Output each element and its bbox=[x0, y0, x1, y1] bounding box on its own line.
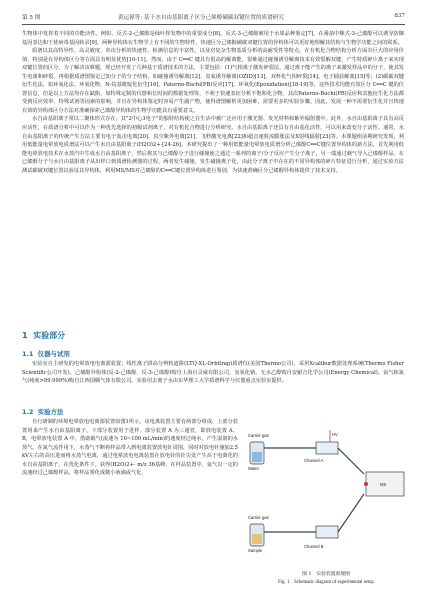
figure-caption-cn: 图 1 实验装置原理图 bbox=[302, 572, 350, 577]
paragraph-2: 质谱以其高特异性、高灵敏度、单次分析的快速性、检测信息的丰富性，以及对复杂生物基质分析的高耐受性等特点，在有机化合物结构分析方面有巨大的应用价值。特别是在异构体区分等方面具有明显优势[10-11]。然而，由于 C══C 键具有很高的解离能，很难通过碰撞诱导解离技术有效裂解双键，产生特质碎片离子来实现双键位置的区分。为了解决该难题，现已经开发了几种基于质谱技术的方法，主要包括：(1)气相离子激发碎裂法，通过离子能产生的离子来激发样品中的分子，使其发生电离和碎裂，再根据质谱图鉴定己知分子的分子结构，如碰撞诱导解离[12]、臭氧诱导解离(OZID)[13]、双杯化气相碎裂[14]、电子捕获解离[15]等；(2)碳碳双键衍生化法，如环氧化法、环氧化物、N-烷基吡啶化衍生[16]、Paterno-Buchi(PB)反应[17]、环氧化(Epoxidation)[18-19]等。这些技术均能有效区分 C══C 键的位置信息，但是以上方法均存在缺陷，如特殊定制的仪器和长时间的数据处理等，不利于快速表征分析不饱和化合物。其次Paterno-Buchi(PB)反应和其他衍生化方法都受到反应效率、特殊试剂等因素的影响，并且在异构体鉴定时容易产生副产物，使得谱图解析更加困难，需要更多的实验步骤。因此，发展一种不需要衍生化并且快速有效的异构体区分方法对准确探索己烯醇异构体的生物学功能具有重要意义。 bbox=[22, 48, 404, 114]
water-label: Water bbox=[248, 466, 260, 471]
page-header bbox=[22, 13, 405, 23]
subsection-number: 1.1 bbox=[22, 350, 34, 358]
method-text bbox=[22, 418, 238, 478]
subsection-number: 1.2 bbox=[22, 408, 34, 416]
running-title: 黄运偉等: 基于水自由基阳离子区分己烯醇碳碳双键位置的质谱研究 bbox=[118, 15, 284, 21]
carrier-gas-label-b: Carrier gas bbox=[248, 515, 269, 520]
carrier-gas-label-a: Carrier gas bbox=[248, 433, 269, 438]
sample-label: Sample bbox=[248, 548, 263, 553]
subsection-heading-1-1 bbox=[22, 349, 70, 358]
subsection-heading-1-2 bbox=[22, 407, 63, 416]
channel-b-label: Channel B bbox=[304, 544, 324, 549]
section-title: 实验部分 bbox=[33, 331, 66, 340]
paragraph-4: 实验室自主研发的电晕放电电离源装置；线性离子阱高分辨轨道阱(LTQ-XL-Orbitrap)质谱仪(美国Thermo公司)，采用Xcalibur数据处理系统(Thermo Fisher Scientific公司开发)。己烯醇异构体(反-2-己烯醇、反-3-己烯醇)购自上海百灵威有限公司。氢氧化钠、无水乙醇购自安耐吉化学公司(Energy Chemical)。氩气和氮气(纯度>99.999%)购自江西国腾气体有限公司。实验用去离子水由东华理工大学质谱科学与仪器重点实验室提供。 bbox=[22, 361, 404, 385]
header-rule bbox=[22, 24, 405, 25]
section-heading-1 bbox=[22, 330, 65, 341]
channel-a-label: Channel A bbox=[304, 458, 324, 463]
hv-label: HV bbox=[332, 432, 338, 437]
section-number: 1 bbox=[22, 331, 28, 340]
figure-caption-en: Fig. 1 Schematic diagram of experimental setup bbox=[278, 580, 374, 585]
paragraph-1: 生物体中发挥着不同的功能活性。例如，反式-2-己烯醇是绿叶挥发物中的重要成分[8]，反式-3-己烯醇被用于水果品种鉴定[7]，在番茄中顺式-3-己烯醇可以诱导防御基因表达和干扰病毒基因转录[9]。两种异构体在生物学上有不同的生物特性，快速区分己烯醇碳碳双键位置的异构体可以更好地理解其结构与生物学功能之间的联系。 bbox=[22, 31, 404, 46]
subsection-title: 实验方法 bbox=[37, 408, 64, 416]
instruments-text bbox=[22, 360, 404, 386]
subsection-title: 仪器与试剂 bbox=[37, 350, 70, 358]
ms-label: MS bbox=[380, 482, 387, 487]
paragraph-5: 自行研制的环境电晕放电电离源装置如图1所示。该电离装置主要有两部分组成，上部分装置用来产生水自由基阳离子，下部分装置用于进样。部分装置 A 为三通管，即放电装置 A、B，电晕放电装置 A 中，借助载气(流速为 10~100 mL/min)的速度经过纯水，产生湿润的水蒸气。在氮气流作用下，水蒸气不断将样品带入到电离装置放电针周围，同时对放电针施加2.5 kV左右的高压进而将水蒸气电离，通过电晕放电电离装置在放电针的针尖处产生高于电离化的水自由基阳离子。在优化条件下，获得(H2O)2+· m/z 36基峰。在样品装置中，氩气以一定的流速经过己烯醇样品，将样品雾化成微小液滴或气化， bbox=[22, 419, 238, 477]
paragraph-3: 水自由基阳离子常以二聚体形式存在，其"2中心3电子"的独特结构使之在生活中被广泛应用于激光器、发光材料和紫外辐射器中。此外，水自由基阳离子具有高反应活性，在质谱分析中可以作为一种优先选择的初级试剂离子，对有机化合物进行分析研究。水自由基阳离子还具有自由基化活性，可以用来改变分子活性。通常，水自由基阳离子的传统产生方法主要有电子轰击电离[20]、真空紫外电离[21]、飞秒激光电离[22]和超音速射流膨胀法及X射线辐射[23]等。本课题组前期研究发现，利用低能量电晕放电质谱法可以产生水自由基阳离子(H2O)2+·[24-26]。本研究提出了一种用低能量电晕放电质谱分析己烯醇C══C键位置异构体的新方法。首先利用低能电晕放电技术在水蒸汽中生成水自由基阳离子，然后将其与已烯醇分子进行碰撞使之通过一系列的离子/分子反应产生分子离子，另一端通过载气导入己烯醇样品。在已烯醇分子与水自由基阳离子从出样口到质谱检测器的过程，两者发生碰撞，发生碰撞离子化，由此分子离子中存在的不同异构体的碎片特征进行分析，通过实验方法测试碳碳双键位置以验证其异构体，利用MS/MS对己烯醇的C══C键位置异构体进行鉴别，为快速准确区分己烯醇异构体提供了技术支持。 bbox=[22, 116, 404, 174]
page-number: 837 bbox=[394, 13, 405, 19]
issue-number: 第 5 期 bbox=[22, 15, 41, 21]
experimental-setup-figure bbox=[246, 428, 406, 568]
intro-text bbox=[22, 30, 404, 175]
